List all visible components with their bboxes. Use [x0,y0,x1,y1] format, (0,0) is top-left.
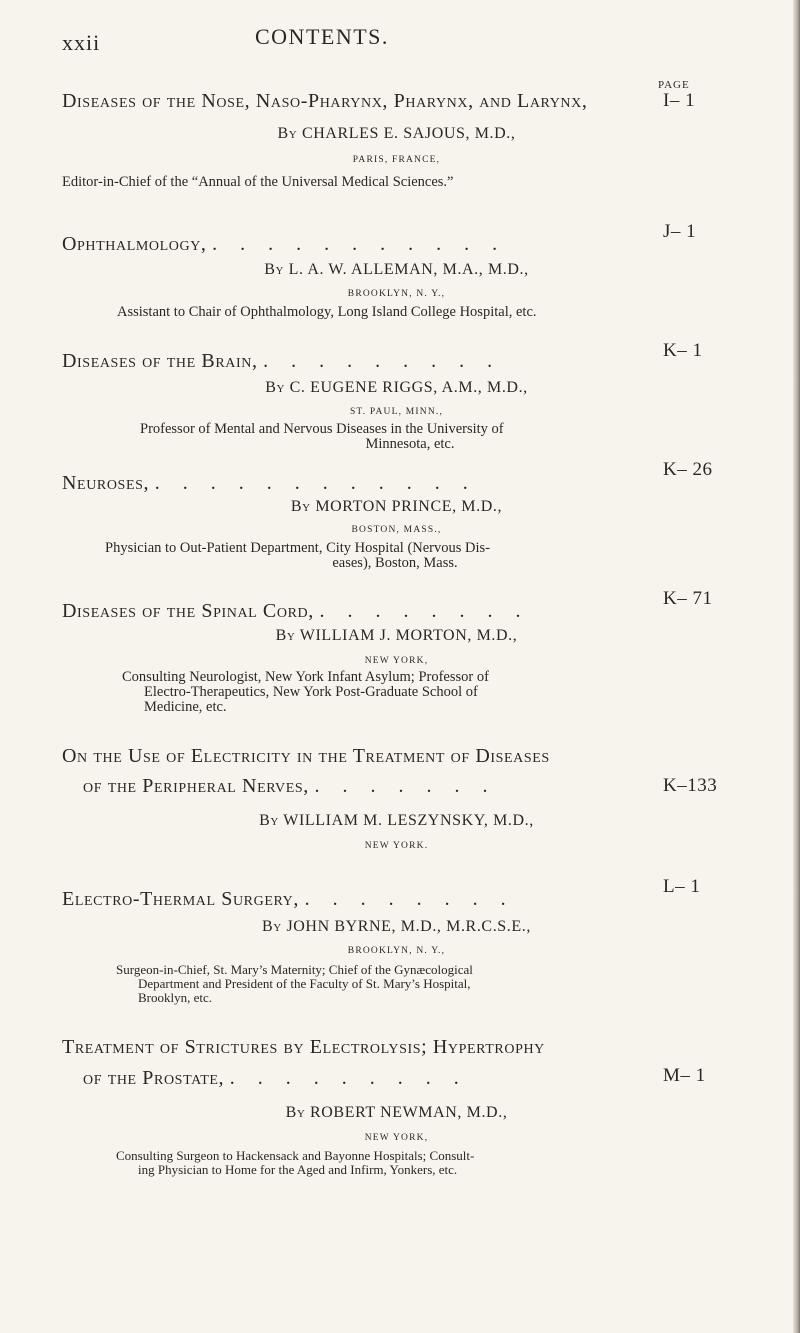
entry-title-text: Neuroses, [62,472,150,494]
page-edge-shadow [793,0,800,1333]
author-prefix: By [277,125,298,142]
entry-page-ref: K– 1 [663,340,703,361]
dot-leader: . . . . . . . . . . . [212,233,507,255]
entry-description: Assistant to Chair of Ophthalmology, Long Island College Hospital, etc. [117,304,537,320]
entry-location: BROOKLYN, N. Y., [347,289,446,299]
entry-location: PARIS, FRANCE, [352,155,441,165]
dot-leader: . . . . . . . . . . . . [154,472,477,494]
description-line: Physician to Out-Patient Department, City Hospital (Nervous Dis- [105,540,491,556]
entry-author [0,812,793,830]
entry-description [116,963,696,1005]
entry-description [116,1149,696,1177]
description-line: ing Physician to Home for the Aged and Infirm, Yonkers, etc. [138,1162,458,1177]
author-name: CHARLES E. SAJOUS, M.D., [301,125,516,142]
dot-leader: . . . . . . . [314,775,497,797]
page-column-heading: PAGE [658,79,690,91]
entry-location: ST. PAUL, MINN., [349,407,444,417]
entry-title-text: of the Peripheral Nerves, [83,775,309,797]
entry-title-text: of the Prostate, [83,1067,225,1089]
entry-location: BOSTON, MASS., [351,525,442,535]
entry-location: NEW YORK, [364,1133,429,1143]
entry-title-line: Treatment of Strictures by Electrolysis; Hypertrophy [62,1036,545,1058]
author-name: L. A. W. ALLEMAN, M.A., M.D., [288,261,529,278]
entry-description [140,422,680,452]
entry-author [0,918,793,936]
author-prefix: By [290,498,311,515]
description-line: Department and President of the Faculty of St. Mary’s Hospital, [138,976,471,991]
description-line: Medicine, etc. [144,699,227,715]
author-prefix: By [262,918,282,935]
description-line: Brooklyn, etc. [138,990,213,1005]
entry-page-ref: I– 1 [663,90,696,111]
author-prefix: By [264,261,285,278]
entry-location: NEW YORK, [364,656,429,666]
description-line: Surgeon-in-Chief, St. Mary’s Maternity; Chief of the Gynæcological [116,962,473,977]
author-name: WILLIAM J. MORTON, M.D., [299,627,518,644]
description-line: Professor of Mental and Nervous Diseases in the University of [140,421,504,437]
entry-title [62,888,515,911]
entry-page-ref: K– 71 [663,588,713,609]
entry-title [62,350,501,373]
dot-leader: . . . . . . . . [304,888,515,910]
author-prefix: By [275,627,296,644]
entry-title [62,472,477,495]
author-name: C. EUGENE RIGGS, A.M., M.D., [289,379,528,396]
author-name: WILLIAM M. LESZYNSKY, M.D., [283,812,534,829]
author-prefix: By [265,379,286,396]
entry-page-ref: K–133 [663,775,718,796]
entry-title [62,233,506,256]
entry-author [0,125,793,143]
author-name: MORTON PRINCE, M.D., [315,498,503,515]
entry-title-text: Diseases of the Spinal Cord, [62,600,314,622]
author-name: JOHN BYRNE, M.D., M.R.C.S.E., [286,918,531,935]
entry-author [0,627,793,645]
entry-page-ref: K– 26 [663,459,713,480]
entry-location: NEW YORK. [364,841,429,851]
description-line: Consulting Surgeon to Hackensack and Bayonne Hospitals; Consult- [116,1148,475,1163]
description-line: Minnesota, etc. [365,436,455,452]
entry-title [83,1067,468,1090]
author-prefix: By [259,812,279,829]
page-number: xxii [62,30,101,55]
description-line: Electro-Therapeutics, New York Post-Graduate School of [144,684,478,700]
entry-title-text: Diseases of the Brain, [62,350,258,372]
entry-title: Diseases of the Nose, Naso-Pharynx, Pharynx, and Larynx, [62,90,588,112]
running-head: CONTENTS. [255,24,389,49]
dot-leader: . . . . . . . . [319,600,530,622]
dot-leader: . . . . . . . . . [229,1067,468,1089]
entry-author [0,1104,793,1122]
entry-page-ref: L– 1 [663,876,701,897]
description-line: eases), Boston, Mass. [332,555,458,571]
entry-description [122,670,682,715]
dot-leader: . . . . . . . . . [263,350,502,372]
entry-description [105,541,685,571]
entry-description: Editor-in-Chief of the “Annual of the Universal Medical Sciences.” [62,174,454,190]
entry-page-ref: J– 1 [663,221,697,242]
author-prefix: By [285,1104,306,1121]
entry-title-line: On the Use of Electricity in the Treatment of Diseases [62,745,550,767]
description-line: Consulting Neurologist, New York Infant Asylum; Professor of [122,669,489,685]
entry-title-text: Electro-Thermal Surgery, [62,888,299,910]
author-name: ROBERT NEWMAN, M.D., [310,1104,508,1121]
entry-author [0,498,793,516]
entry-title [83,775,497,798]
entry-title-text: Ophthalmology, [62,233,207,255]
entry-author [0,261,793,279]
entry-page-ref: M– 1 [663,1065,706,1086]
entry-title [62,600,529,623]
entry-location: BROOKLYN, N. Y., [347,946,446,956]
entry-author [0,379,793,397]
